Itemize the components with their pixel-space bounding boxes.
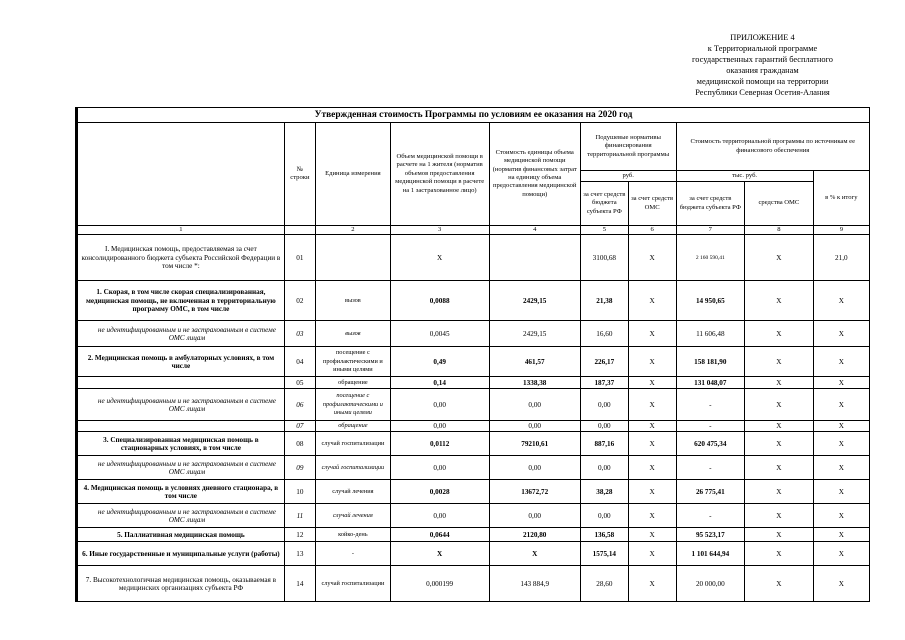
appendix-line: оказания гражданам [726, 66, 799, 75]
row-oms-thousand: X [745, 235, 814, 281]
row-oms-rub: X [628, 389, 676, 421]
row-percent: 21,0 [813, 235, 869, 281]
table-row [77, 456, 870, 480]
row-unit-cost: 461,57 [489, 347, 580, 377]
row-budget-rub: 3100,68 [580, 235, 628, 281]
header-unit: Единица измерения [315, 123, 390, 226]
row-percent: X [813, 389, 869, 421]
row-unit: обращение [315, 421, 390, 432]
row-number: 09 [284, 456, 315, 480]
row-budget-rub: 187,37 [580, 377, 628, 389]
row-number: 07 [284, 421, 315, 432]
row-oms-thousand: X [745, 566, 814, 602]
column-number [284, 226, 315, 235]
row-number: 01 [284, 235, 315, 281]
row-oms-thousand: X [745, 480, 814, 504]
column-number: 7 [676, 226, 745, 235]
row-percent: X [813, 421, 869, 432]
header-oms: за счет средств ОМС [628, 182, 676, 226]
row-oms-thousand: X [745, 389, 814, 421]
row-unit: случай госпитализации [315, 456, 390, 480]
row-name: 4. Медицинская помощь в условиях дневного стационара, в том числе [77, 480, 285, 504]
row-unit: случай госпитализации [315, 566, 390, 602]
row-oms-thousand: X [745, 528, 814, 542]
row-budget-thousand: 14 950,65 [676, 281, 745, 321]
row-oms-rub: X [628, 432, 676, 456]
header-per-capita: Подушевые нормативы финансирования территориальной программы [580, 123, 676, 171]
row-oms-thousand: X [745, 542, 814, 566]
row-volume: 0,0112 [390, 432, 489, 456]
header-program-cost: Стоимость территориальной программы по источникам ее финансового обеспечения [676, 123, 869, 171]
table-row [77, 432, 870, 456]
row-oms-thousand: X [745, 377, 814, 389]
header-percent: в % к итогу [813, 171, 869, 226]
row-unit-cost: 143 884,9 [489, 566, 580, 602]
row-oms-thousand: X [745, 456, 814, 480]
row-percent: X [813, 480, 869, 504]
row-volume: X [390, 235, 489, 281]
row-oms-rub: X [628, 421, 676, 432]
row-number: 02 [284, 281, 315, 321]
row-unit: койко-день [315, 528, 390, 542]
row-budget-rub: 21,38 [580, 281, 628, 321]
row-budget-rub: 887,16 [580, 432, 628, 456]
row-unit-cost: 0,00 [489, 504, 580, 528]
row-name: 3. Специализированная медицинская помощь в стационарных условиях, в том числе [77, 432, 285, 456]
row-unit: посещение с профилактическими и иными целями [315, 389, 390, 421]
row-volume: 0,00 [390, 456, 489, 480]
row-number: 14 [284, 566, 315, 602]
row-unit-cost: 2429,15 [489, 281, 580, 321]
row-unit: обращение [315, 377, 390, 389]
row-name: 2. Медицинская помощь в амбулаторных условиях, в том числе [77, 347, 285, 377]
row-number: 10 [284, 480, 315, 504]
table-row [77, 421, 870, 432]
row-budget-rub: 136,58 [580, 528, 628, 542]
row-budget-thousand: 26 775,41 [676, 480, 745, 504]
table-title: Утвержденная стоимость Программы по условиям ее оказания на 2020 год [77, 108, 870, 123]
row-name [77, 421, 285, 432]
row-volume: 0,0045 [390, 321, 489, 347]
table-row [77, 566, 870, 602]
table-row [77, 504, 870, 528]
row-unit: случай лечения [315, 504, 390, 528]
row-budget-rub: 0,00 [580, 389, 628, 421]
row-budget-rub: 0,00 [580, 456, 628, 480]
row-percent: X [813, 347, 869, 377]
row-volume: 0,0088 [390, 281, 489, 321]
row-unit: случай госпитализации [315, 432, 390, 456]
row-oms-rub: X [628, 235, 676, 281]
row-percent: X [813, 566, 869, 602]
row-oms-rub: X [628, 321, 676, 347]
row-oms-thousand: X [745, 432, 814, 456]
row-oms-rub: X [628, 504, 676, 528]
table-row [77, 389, 870, 421]
row-unit-cost: 0,00 [489, 456, 580, 480]
column-number: 1 [77, 226, 285, 235]
row-budget-thousand: 620 475,34 [676, 432, 745, 456]
row-budget-thousand: - [676, 389, 745, 421]
row-volume: 0,0644 [390, 528, 489, 542]
row-volume: 0,00 [390, 504, 489, 528]
appendix-line: Республики Северная Осетия-Алания [695, 88, 830, 97]
row-oms-rub: X [628, 456, 676, 480]
row-budget-rub: 28,60 [580, 566, 628, 602]
column-number: 4 [489, 226, 580, 235]
row-budget-thousand: 131 048,07 [676, 377, 745, 389]
row-unit-cost [489, 235, 580, 281]
row-oms-thousand: X [745, 504, 814, 528]
row-volume: 0,49 [390, 347, 489, 377]
row-budget-thousand: 11 606,48 [676, 321, 745, 347]
row-name: I. Медицинская помощь, предоставляемая за счет консолидированного бюджета субъекта Российской Федерации в том числе *: [77, 235, 285, 281]
row-name: 7. Высокотехнологичная медицинская помощь, оказываемая в медицинских организациях субъекта РФ [77, 566, 285, 602]
row-name: 1. Скорая, в том числе скорая специализированная, медицинская помощь, не включенная в территориальную программу ОМС, в том числе [77, 281, 285, 321]
row-unit-cost: X [489, 542, 580, 566]
row-unit: вызов [315, 281, 390, 321]
row-unit-cost: 2120,80 [489, 528, 580, 542]
table-row [77, 281, 870, 321]
row-name: 5. Паллиативная медицинская помощь [77, 528, 285, 542]
row-oms-rub: X [628, 528, 676, 542]
row-oms-rub: X [628, 542, 676, 566]
row-unit: вызов [315, 321, 390, 347]
row-budget-rub: 38,28 [580, 480, 628, 504]
row-unit [315, 235, 390, 281]
row-unit: случай лечения [315, 480, 390, 504]
row-oms-rub: X [628, 480, 676, 504]
row-number: 08 [284, 432, 315, 456]
row-budget-rub: 0,00 [580, 504, 628, 528]
header-unit-cost: Стоимость единицы объема медицинской помощи (норматив финансовых затрат на единицу объема предоставления медицинской помощи) [489, 123, 580, 226]
row-budget-thousand: - [676, 456, 745, 480]
row-name: 6. Иные государственные и муниципальные услуги (работы) [77, 542, 285, 566]
row-percent: X [813, 456, 869, 480]
cost-table [75, 107, 870, 602]
row-number: 06 [284, 389, 315, 421]
row-percent: X [813, 432, 869, 456]
column-number: 8 [745, 226, 814, 235]
appendix-caption [640, 32, 885, 98]
header-budget-thousand: за счет средств бюджета субъекта РФ [676, 182, 745, 226]
table-row [77, 321, 870, 347]
table-row [77, 542, 870, 566]
row-volume: 0,00 [390, 389, 489, 421]
row-budget-rub: 1575,14 [580, 542, 628, 566]
column-number: 2 [315, 226, 390, 235]
row-name: не идентифицированным и не застрахованным в системе ОМС лицам [77, 456, 285, 480]
header-oms-thousand: средства ОМС [745, 182, 814, 226]
header-thousand-rub: тыс. руб. [676, 171, 813, 182]
column-number: 5 [580, 226, 628, 235]
row-number: 12 [284, 528, 315, 542]
row-budget-rub: 0,00 [580, 421, 628, 432]
row-name [77, 377, 285, 389]
row-percent: X [813, 542, 869, 566]
row-number: 13 [284, 542, 315, 566]
row-oms-thousand: X [745, 321, 814, 347]
row-volume: X [390, 542, 489, 566]
row-name: не идентифицированным и не застрахованным в системе ОМС лицам [77, 389, 285, 421]
table-row [77, 235, 870, 281]
row-oms-thousand: X [745, 281, 814, 321]
row-percent: X [813, 504, 869, 528]
column-number: 3 [390, 226, 489, 235]
row-volume: 0,000199 [390, 566, 489, 602]
appendix-line: медицинской помощи на территории [696, 77, 829, 86]
row-name: не идентифицированным и не застрахованным в системе ОМС лицам [77, 321, 285, 347]
row-budget-thousand: 1 101 644,94 [676, 542, 745, 566]
header-budget: за счет средств бюджета субъекта РФ [580, 182, 628, 226]
header-rub: руб. [580, 171, 676, 182]
row-unit: - [315, 542, 390, 566]
row-budget-thousand: 95 523,17 [676, 528, 745, 542]
row-unit-cost: 2429,15 [489, 321, 580, 347]
row-volume: 0,00 [390, 421, 489, 432]
row-unit-cost: 0,00 [489, 389, 580, 421]
table-row [77, 480, 870, 504]
appendix-line: к Территориальной программе [707, 44, 818, 53]
row-percent: X [813, 281, 869, 321]
table-body [77, 235, 870, 602]
row-number: 03 [284, 321, 315, 347]
header-row-number: № строки [284, 123, 315, 226]
table-row [77, 377, 870, 389]
row-unit-cost: 13672,72 [489, 480, 580, 504]
row-unit: посещение с профилактическими и иными целями [315, 347, 390, 377]
row-budget-thousand: 20 000,00 [676, 566, 745, 602]
appendix-line: ПРИЛОЖЕНИЕ 4 [730, 33, 795, 42]
row-percent: X [813, 321, 869, 347]
row-number: 04 [284, 347, 315, 377]
column-number: 6 [628, 226, 676, 235]
row-budget-rub: 16,60 [580, 321, 628, 347]
header-name-cell [77, 123, 285, 226]
row-oms-rub: X [628, 377, 676, 389]
table-row [77, 528, 870, 542]
row-unit-cost: 0,00 [489, 421, 580, 432]
row-name: не идентифицированным и не застрахованным в системе ОМС лицам [77, 504, 285, 528]
row-unit-cost: 79210,61 [489, 432, 580, 456]
row-oms-rub: X [628, 281, 676, 321]
column-number: 9 [813, 226, 869, 235]
header-volume: Объем медицинской помощи в расчете на 1 жителя (норматив объемов предоставления медицинской помощи в расчете на 1 застрахованное лицо) [390, 123, 489, 226]
row-volume: 0,0028 [390, 480, 489, 504]
row-number: 05 [284, 377, 315, 389]
row-budget-thousand: - [676, 421, 745, 432]
table-row [77, 347, 870, 377]
row-oms-thousand: X [745, 421, 814, 432]
row-budget-thousand: - [676, 504, 745, 528]
row-oms-thousand: X [745, 347, 814, 377]
row-oms-rub: X [628, 347, 676, 377]
row-budget-rub: 226,17 [580, 347, 628, 377]
row-budget-thousand: 158 181,90 [676, 347, 745, 377]
row-percent: X [813, 528, 869, 542]
row-oms-rub: X [628, 566, 676, 602]
row-number: 11 [284, 504, 315, 528]
row-unit-cost: 1338,38 [489, 377, 580, 389]
row-volume: 0,14 [390, 377, 489, 389]
row-percent: X [813, 377, 869, 389]
appendix-line: государственных гарантий бесплатного [692, 55, 833, 64]
row-budget-thousand: 2 160 590,41 [676, 235, 745, 281]
